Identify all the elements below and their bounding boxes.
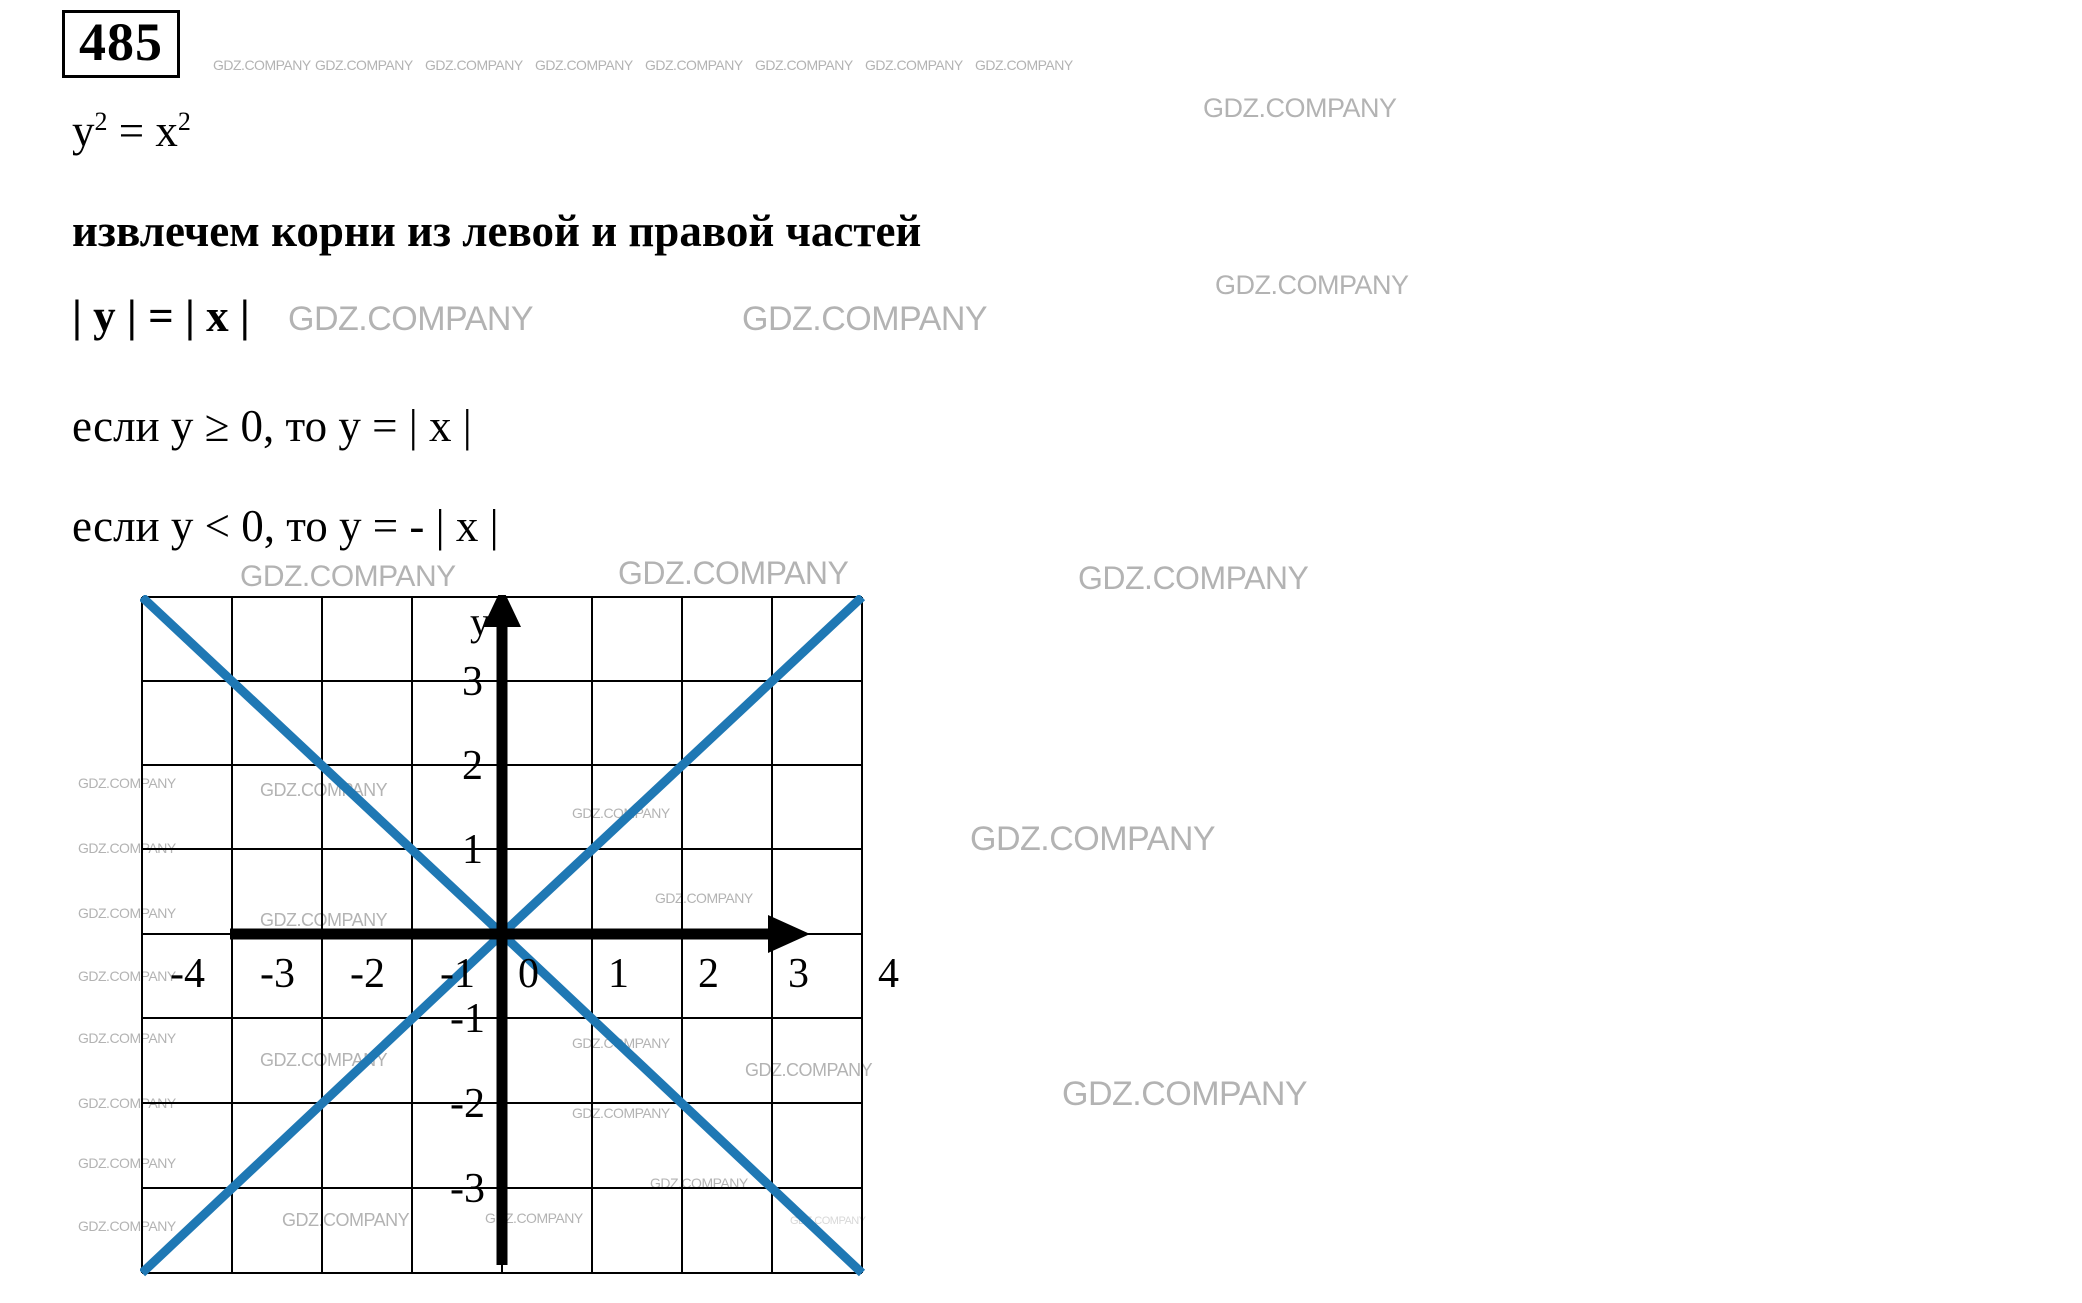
- watermark-text: GDZ.COMPANY: [1062, 1075, 1308, 1113]
- watermark-text: GDZ.COMPANY: [288, 300, 534, 338]
- watermark-text: GDZ.COMPANY: [315, 57, 413, 73]
- watermark-text: GDZ.COMPANY: [755, 57, 853, 73]
- solution-line-2: извлечем корни из левой и правой частей: [72, 206, 922, 256]
- watermark-text: GDZ.COMPANY: [78, 1218, 176, 1234]
- watermark-text: GDZ.COMPANY: [655, 890, 753, 906]
- watermark-text: GDZ.COMPANY: [970, 820, 1216, 858]
- svg-text:-2: -2: [350, 951, 385, 997]
- watermark-text: GDZ.COMPANY: [645, 57, 743, 73]
- solution-line-3: | y | = | x |: [72, 291, 250, 341]
- svg-text:-3: -3: [450, 1166, 485, 1212]
- watermark-text: GDZ.COMPANY: [260, 780, 388, 800]
- solution-line-5: если y < 0, то y = - | x |: [72, 501, 499, 551]
- watermark-text: GDZ.COMPANY: [865, 57, 963, 73]
- exercise-number: 485: [62, 10, 180, 78]
- watermark-text: GDZ.COMPANY: [78, 840, 176, 856]
- y-axis-label: y: [470, 599, 490, 644]
- svg-text:-2: -2: [450, 1081, 485, 1127]
- coordinate-plane-graph: [140, 595, 985, 1295]
- watermark-text: GDZ.COMPANY: [240, 560, 456, 593]
- watermark-text: GDZ.COMPANY: [790, 1215, 866, 1227]
- watermark-text: GDZ.COMPANY: [282, 1210, 410, 1230]
- watermark-text: GDZ.COMPANY: [425, 57, 523, 73]
- watermark-text: GDZ.COMPANY: [260, 910, 388, 930]
- svg-text:4: 4: [878, 951, 899, 997]
- svg-text:-1: -1: [450, 996, 485, 1042]
- watermark-text: GDZ.COMPANY: [1215, 270, 1409, 300]
- svg-text:0: 0: [518, 951, 539, 997]
- watermark-text: GDZ.COMPANY: [260, 1050, 388, 1070]
- watermark-text: GDZ.COMPANY: [213, 57, 311, 73]
- svg-text:-4: -4: [170, 951, 205, 997]
- solution-line-4: если y ≥ 0, то y = | x |: [72, 401, 472, 451]
- watermark-text: GDZ.COMPANY: [618, 555, 849, 591]
- solution-line-1: $y^2 = x^2$: [72, 106, 191, 156]
- svg-text:2: 2: [698, 951, 719, 997]
- svg-text:1: 1: [608, 951, 629, 997]
- watermark-text: GDZ.COMPANY: [572, 1035, 670, 1051]
- watermark-text: GDZ.COMPANY: [78, 1030, 176, 1046]
- watermark-text: GDZ.COMPANY: [745, 1060, 873, 1080]
- svg-text:3: 3: [462, 659, 483, 705]
- x-tick-labels: [170, 951, 899, 997]
- watermark-text: GDZ.COMPANY: [78, 905, 176, 921]
- svg-text:3: 3: [788, 951, 809, 997]
- axes: [230, 595, 810, 1265]
- svg-text:-1: -1: [440, 951, 475, 997]
- watermark-text: GDZ.COMPANY: [742, 300, 988, 338]
- watermark-text: GDZ.COMPANY: [650, 1175, 748, 1191]
- watermark-text: GDZ.COMPANY: [78, 1155, 176, 1171]
- watermark-text: GDZ.COMPANY: [975, 57, 1073, 73]
- svg-text:2: 2: [462, 743, 483, 789]
- watermark-text: GDZ.COMPANY: [572, 1105, 670, 1121]
- watermark-text: GDZ.COMPANY: [485, 1210, 583, 1226]
- svg-text:1: 1: [462, 827, 483, 873]
- watermark-text: GDZ.COMPANY: [572, 805, 670, 821]
- watermark-text: GDZ.COMPANY: [78, 775, 176, 791]
- watermark-text: GDZ.COMPANY: [78, 1095, 176, 1111]
- watermark-text: GDZ.COMPANY: [78, 968, 176, 984]
- svg-text:-3: -3: [260, 951, 295, 997]
- watermark-text: GDZ.COMPANY: [1078, 560, 1309, 596]
- watermark-text: GDZ.COMPANY: [535, 57, 633, 73]
- watermark-text: GDZ.COMPANY: [1203, 93, 1397, 123]
